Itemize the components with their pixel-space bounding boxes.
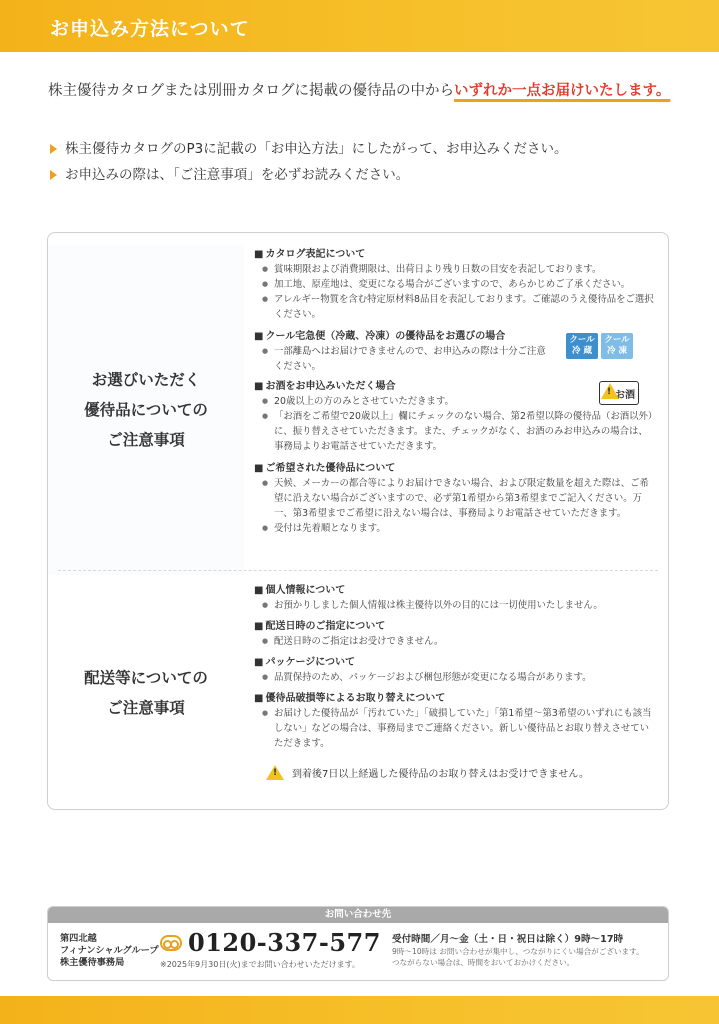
intro-emphasis: いずれか一点お届けいたします。 [454, 83, 671, 99]
block-title: ■ パッケージについて [254, 655, 654, 670]
cool-frozen-badge: クール 冷 凍 [601, 333, 633, 359]
section1-heading-line: 優待品についての [84, 401, 208, 419]
phone-row [160, 928, 381, 957]
phone-number[interactable]: 0120-337-577 [188, 928, 381, 957]
contact-header: お問い合わせ先 [48, 907, 668, 923]
block-title: ■ カタログ表記について [254, 247, 654, 262]
alcohol-block [254, 379, 654, 454]
warning-icon: ! [266, 765, 284, 780]
privacy-block [254, 583, 654, 613]
cool-badges [566, 333, 633, 359]
block-item: ● 天候、メーカーの都合等によりお届けできない場合、および限定数量を超えた際は、ご希望に沿えない場合がございますので、必ず第1希望から第3希望までご記入ください。万一、第3希望までご希望に沿えない場合は、事務局よりお電話させていただきます。 [254, 476, 654, 521]
phone-note: ※2025年9月30日(火)までお問い合わせいただけます。 [160, 960, 360, 969]
package-block [254, 655, 654, 685]
block-title: ■ ご希望された優待品について [254, 461, 654, 476]
section1-heading [48, 245, 244, 575]
section2-heading [48, 583, 244, 803]
block-item: ● お預かりしました個人情報は株主優待以外の目的には一切使用いたしません。 [254, 598, 654, 613]
section2-heading-line: ご注意事項 [107, 699, 185, 717]
alcohol-badge: お酒 [599, 381, 639, 405]
cool-refrigerated-badge: クール 冷 蔵 [566, 333, 598, 359]
triangle-bullet-icon [50, 144, 57, 154]
catalog-notation-block [254, 247, 654, 322]
block-title: ■ クール宅急便（冷蔵、冷凍）の優待品をお選びの場合 [254, 329, 564, 344]
block-title: ■ 個人情報について [254, 583, 654, 598]
warning-text: 到着後7日以上経過した優待品のお取り替えはお受けできません。 [292, 769, 589, 780]
block-item: ● 配送日時のご指定はお受けできません。 [254, 634, 654, 649]
section2-heading-line: 配送等についての [84, 669, 208, 687]
block-item: ● 賞味期限および消費期限は、出荷日より残り日数の目安を表記しております。 [254, 262, 654, 277]
contact-box [47, 906, 669, 981]
preference-block [254, 461, 654, 536]
block-item: ● お届けした優待品が「汚れていた」「破損していた」「第1希望～第3希望のいずれにも該当しない」などの場合は、事務局までご連絡ください。新しい優待品とお取り替えさせていただきます。 [254, 706, 654, 751]
notice-card [47, 232, 669, 810]
section-divider [58, 570, 658, 571]
bullet-text: お申込みの際は、「ご注意事項」を必ずお読みください。 [65, 167, 410, 183]
replacement-warning [266, 765, 589, 780]
block-item: ● 一部離島へはお届けできませんので、お申込みの際は十分ご注意ください。 [254, 344, 554, 374]
header-band [0, 0, 719, 52]
block-item: ● 品質保持のため、パッケージおよび梱包形態が変更になる場合があります。 [254, 670, 654, 685]
hours-note: つながらない場合は、時間をおいておかけください。 [392, 958, 575, 967]
block-item: ● アレルギー物質を含む特定原材料8品目を表記しております。ご確認のうえ優待品をご選択ください。 [254, 292, 654, 322]
free-dial-icon [160, 935, 182, 951]
bullet-item [50, 136, 567, 162]
block-item: ● 受付は先着順となります。 [254, 521, 654, 536]
section1-heading-line: ご注意事項 [107, 431, 185, 449]
cool-delivery-block [254, 329, 554, 374]
intro-text [48, 80, 678, 103]
block-title: ■ 配送日時のご指定について [254, 619, 654, 634]
bullet-text: 株主優待カタログのP3に記載の「お申込方法」にしたがって、お申込みください。 [65, 141, 568, 157]
hours-main: 受付時間／月～金（土・日・祝日は除く）9時～17時 [392, 934, 624, 945]
delivery-date-block [254, 619, 654, 649]
organization-name: 第四北越 フィナンシャルグループ 株主優待事務局 [60, 933, 159, 968]
bullet-list [50, 136, 567, 188]
business-hours [392, 933, 662, 968]
warning-mark: ! [607, 387, 612, 397]
block-item: ● 「お酒をご希望で20歳以上」欄にチェックのない場合、第2希望以降の優待品（お酒以外）に、振り替えさせていただきます。また、チェックがなく、お酒のみお申込みの場合は、事務局よりお電話させていただきます。 [254, 409, 654, 454]
hours-note: 9時～10時は お問い合わせが集中し、つながりにくい場合がございます。 [392, 947, 644, 956]
block-title: ■ お酒をお申込みいただく場合 [254, 379, 654, 394]
bullet-item [50, 162, 567, 188]
page-title: お申込み方法について [50, 18, 250, 40]
block-item: ● 20歳以上の方のみとさせていただきます。 [254, 394, 654, 409]
section1-heading-line: お選びいただく [91, 371, 201, 389]
triangle-bullet-icon [50, 170, 57, 180]
footer-band [0, 996, 719, 1024]
block-title: ■ 優待品破損等によるお取り替えについて [254, 691, 654, 706]
replacement-block [254, 691, 654, 751]
block-item: ● 加工地、原産地は、変更になる場合がございますので、あらかじめご了承ください。 [254, 277, 654, 292]
intro-main: 株主優待カタログまたは別冊カタログに掲載の優待品の中から [48, 83, 454, 99]
